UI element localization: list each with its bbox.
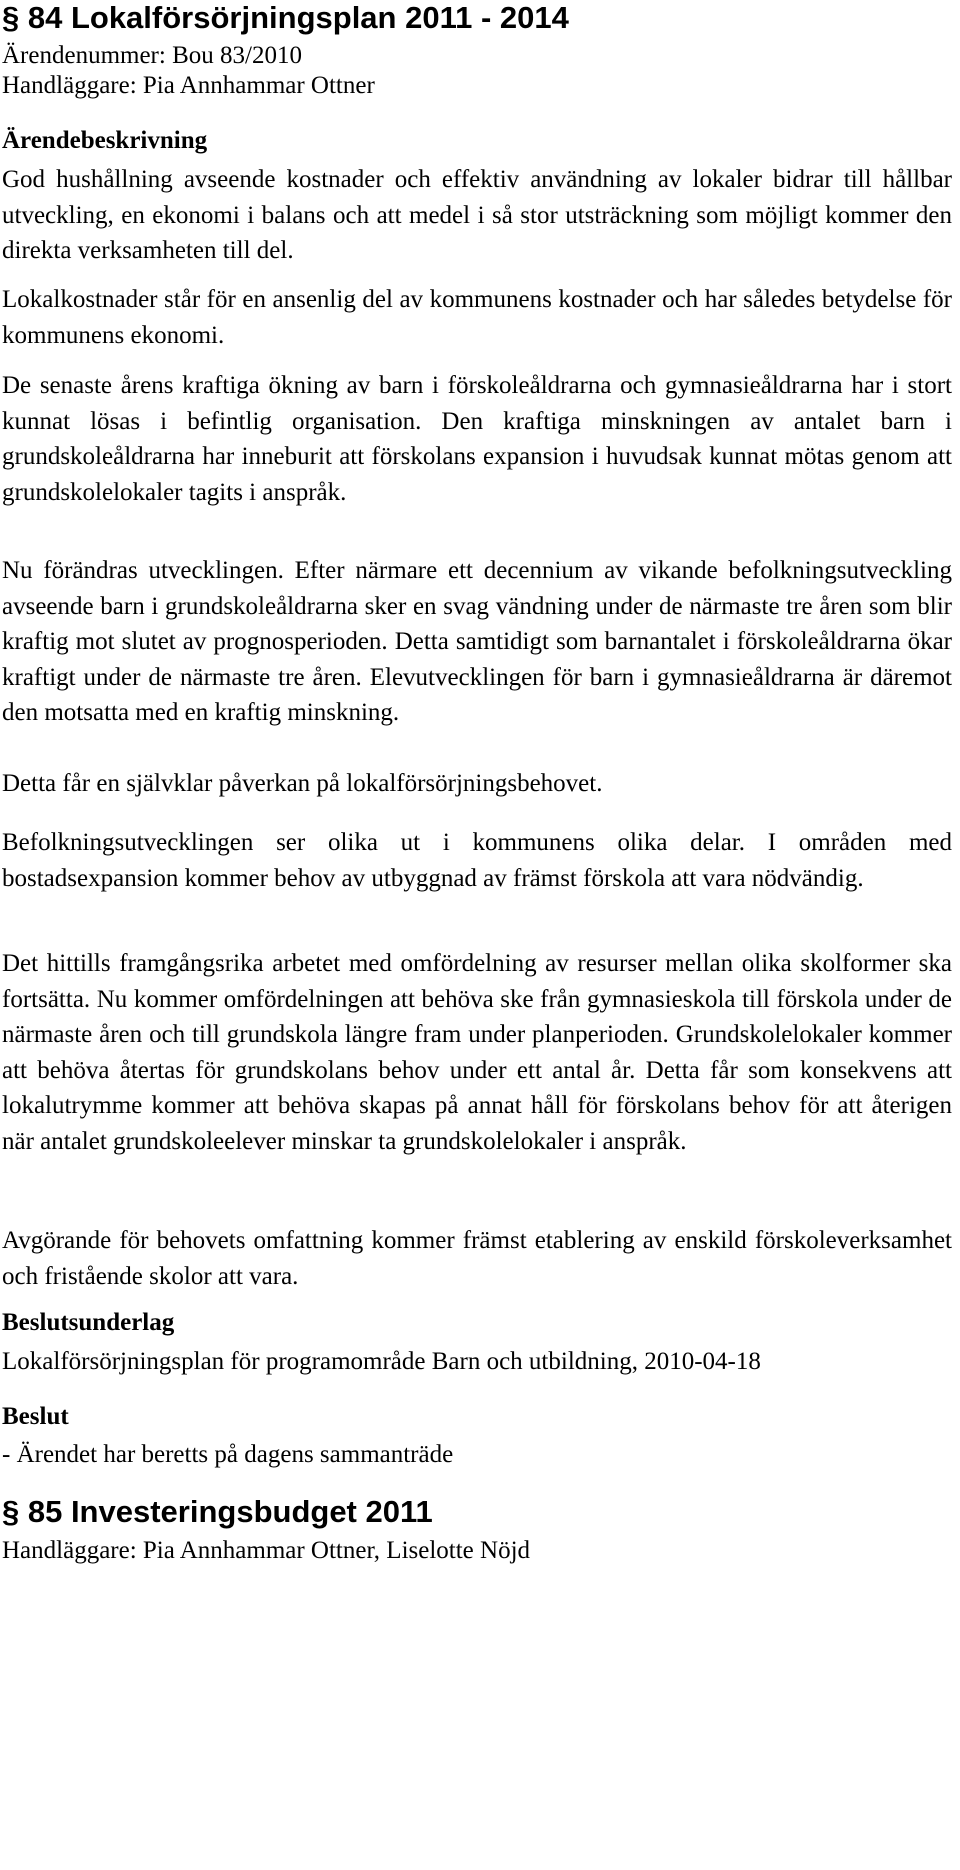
paragraph: Det hittills framgångsrika arbetet med omfördelning av resurser mellan olika skolformer ska fortsätta. Nu kommer omfördelningen att behöva ske från gymnasieskola till förskola under de närmaste åren och till grundskola längre fram under planperioden. Grundskolelokaler kommer att behöva återtas för grundskolans behov under ett antal år. Detta får som konsekvens att lokalutrymme kommer att behöva skapas på annat håll för förskolans behov för att återigen när antalet grundskoleelever minskar ta grundskolelokaler i anspråk.	[2, 950, 952, 1155]
paragraph: Avgörande för behovets omfattning kommer främst etablering av enskild förskoleverksamhet och fristående skolor att vara.	[2, 1227, 952, 1290]
decision-heading: Beslut	[2, 1403, 69, 1430]
section-85-officer: Handläggare: Pia Annhammar Ottner, Liselotte Nöjd	[2, 1537, 531, 1564]
paragraph: God hushållning avseende kostnader och effektiv användning av lokaler bidrar till hållbar utveckling, en ekonomi i balans och att medel i så stor utsträckning som möjligt kommer den direkta verksamheten till del.	[2, 166, 952, 264]
section-84-heading: § 84 Lokalförsörjningsplan 2011 - 2014	[2, 0, 569, 35]
section-85-heading: § 85 Investeringsbudget 2011	[2, 1494, 433, 1529]
case-number: Ärendenummer: Bou 83/2010	[2, 42, 302, 69]
case-officer: Handläggare: Pia Annhammar Ottner	[2, 72, 375, 99]
decision-text: - Ärendet har beretts på dagens sammanträde	[2, 1441, 454, 1468]
basis-heading: Beslutsunderlag	[2, 1309, 175, 1336]
paragraph: Detta får en självklar påverkan på lokalförsörjningsbehovet.	[2, 770, 603, 797]
basis-text: Lokalförsörjningsplan för programområde Barn och utbildning, 2010-04-18	[2, 1348, 761, 1375]
paragraph: Nu förändras utvecklingen. Efter närmare ett decennium av vikande befolkningsutveckling avseende barn i grundskoleåldrarna sker en svag vändning under de närmaste tre åren som blir kraftig mot slutet av prognosperioden. Detta samtidigt som barnantalet i förskoleåldrarna ökar kraftigt under de närmaste tre åren. Elevutvecklingen för barn i gymnasieåldrarna är däremot den motsatta med en kraftig minskning.	[2, 557, 952, 726]
paragraph: De senaste årens kraftiga ökning av barn i förskoleåldrarna och gymnasieåldrarna har i stort kunnat lösas i befintlig organisation. Den kraftiga minskningen av antalet barn i grundskoleåldrarna har inneburit att förskolans expansion i huvudsak kunnat mötas genom att grundskolelokaler tagits i anspråk.	[2, 372, 952, 506]
paragraph: Lokalkostnader står för en ansenlig del av kommunens kostnader och har således betydelse för kommunens ekonomi.	[2, 286, 952, 349]
description-heading: Ärendebeskrivning	[2, 127, 208, 154]
paragraph: Befolkningsutvecklingen ser olika ut i kommunens olika delar. I områden med bostadsexpansion kommer behov av utbyggnad av främst förskola att vara nödvändig.	[2, 829, 952, 892]
